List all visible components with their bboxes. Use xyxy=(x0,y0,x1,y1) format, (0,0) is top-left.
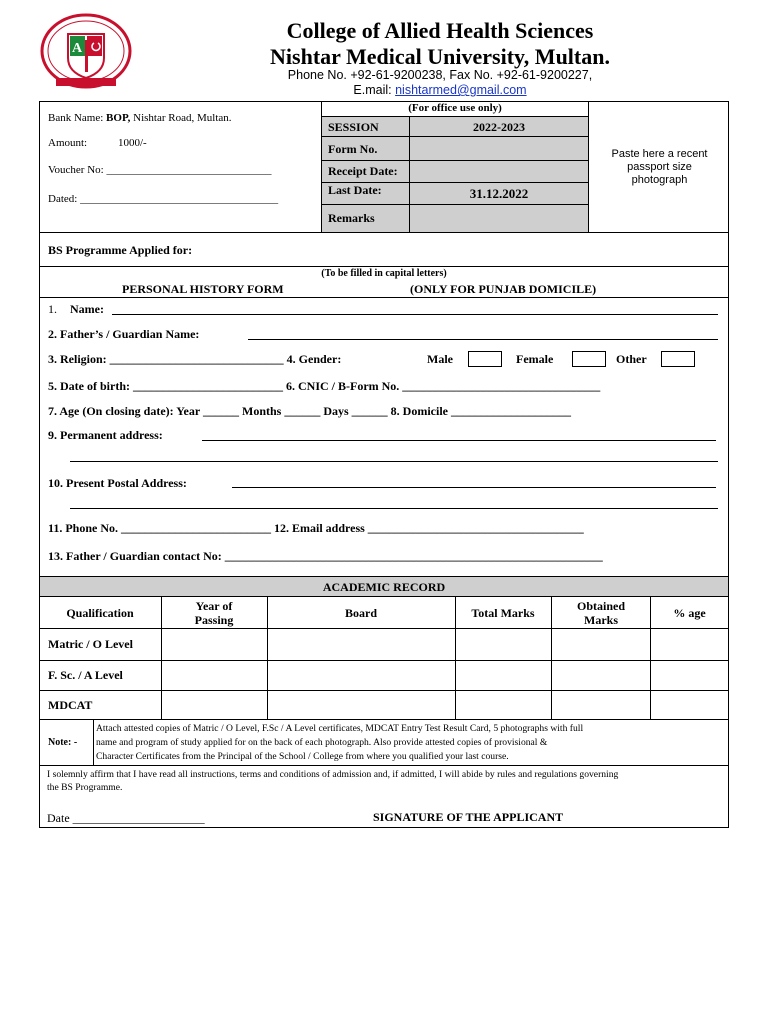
photo-line-1: Paste here a recent xyxy=(611,148,708,160)
phone-fax-line: Phone No. +92-61-9200238, Fax No. +92-61-9200227, xyxy=(287,68,593,82)
bank-branch: Nishtar Road, Multan. xyxy=(130,112,232,124)
permanent-address-line-1[interactable] xyxy=(202,440,716,441)
session-label: SESSION xyxy=(328,120,379,134)
affirmation-text xyxy=(47,768,727,794)
affirmation-line-1: I solemnly affirm that I have read all instructions, terms and conditions of admission and, if admitted, I will abide by rules and regulations governing xyxy=(47,769,619,780)
voucher-field[interactable]: Voucher No: ______________________________ xyxy=(48,164,272,176)
age-domicile-line[interactable]: 7. Age (On closing date): Year ______ Months ______ Days ______ 8. Domicile ____________________ xyxy=(48,404,571,418)
photo-line-2: passport size xyxy=(627,161,692,173)
note-label: Note: - xyxy=(48,737,78,748)
office-use-caption: (For office use only) xyxy=(408,102,502,114)
permanent-address-line-2[interactable] xyxy=(70,461,718,462)
guardian-name-label: 2. Father’s / Guardian Name: xyxy=(48,327,200,341)
receipt-date-label: Receipt Date: xyxy=(328,164,398,178)
note-text xyxy=(96,722,726,764)
punjab-domicile-note: (ONLY FOR PUNJAB DOMICILE) xyxy=(410,282,597,296)
college-title: College of Allied Health Sciences xyxy=(286,18,594,43)
header-year-of-passing: Year of Passing xyxy=(194,599,234,627)
header-total-marks: Total Marks xyxy=(471,606,535,620)
guardian-name-input-line[interactable] xyxy=(248,339,718,340)
amount-value: 1000/- xyxy=(118,137,147,149)
date-field[interactable]: Date ______________________ xyxy=(47,811,205,825)
gender-female-label: Female xyxy=(516,352,554,366)
gender-other-label: Other xyxy=(616,352,647,366)
remarks-label: Remarks xyxy=(328,211,375,225)
row-matric: Matric / O Level xyxy=(48,637,133,651)
university-logo xyxy=(38,12,134,90)
header-percentage: % age xyxy=(673,606,706,620)
dated-field[interactable]: Dated: ____________________________________ xyxy=(48,193,279,205)
row-mdcat: MDCAT xyxy=(48,698,93,712)
postal-address-line-1[interactable] xyxy=(232,487,716,488)
note-line-1: Attach attested copies of Matric / O Level, F.Sc / A Level certificates, MDCAT Entry Test Result Card, 5 photographs with full xyxy=(96,723,584,734)
guardian-contact-line[interactable]: 13. Father / Guardian contact No: _______________________________________________________________ xyxy=(48,549,603,563)
session-value: 2022-2023 xyxy=(473,120,525,134)
svg-text:A: A xyxy=(71,41,83,56)
name-label: Name: xyxy=(70,302,104,316)
religion-gender-line: 3. Religion: _____________________________ 4. Gender: xyxy=(48,352,342,366)
affirmation-line-2: the BS Programme. xyxy=(47,782,123,793)
bank-name-line xyxy=(48,112,232,124)
signature-label: SIGNATURE OF THE APPLICANT xyxy=(373,810,564,824)
dob-cnic-line[interactable]: 5. Date of birth: _________________________ 6. CNIC / B-Form No. _________________________________ xyxy=(48,379,601,393)
row-fsc: F. Sc. / A Level xyxy=(48,668,123,682)
academic-record-title: ACADEMIC RECORD xyxy=(322,580,446,594)
gender-male-checkbox[interactable] xyxy=(468,351,502,367)
personal-history-title: PERSONAL HISTORY FORM xyxy=(122,282,284,296)
name-input-line[interactable] xyxy=(112,314,718,315)
gender-female-checkbox[interactable] xyxy=(572,351,606,367)
amount-label: Amount: xyxy=(48,137,88,149)
photo-placeholder[interactable] xyxy=(590,148,729,187)
bank-name: BOP, xyxy=(106,112,131,124)
postal-address-line-2[interactable] xyxy=(70,508,718,509)
email-label: E.mail: xyxy=(353,83,396,97)
name-number: 1. xyxy=(48,302,57,316)
permanent-address-label: 9. Permanent address: xyxy=(48,428,163,442)
gender-other-checkbox[interactable] xyxy=(661,351,695,367)
header-obtained-marks: Obtained Marks xyxy=(576,599,625,627)
photo-line-3: photograph xyxy=(631,174,688,186)
capital-letters-note: (To be filled in capital letters) xyxy=(321,268,447,279)
programme-field[interactable]: BS Programme Applied for: xyxy=(48,243,193,257)
email-line xyxy=(140,83,740,97)
note-line-2: name and program of study applied for on the back of each photograph. Also provide attested copies of provisional & xyxy=(96,737,548,748)
form-no-label: Form No. xyxy=(328,142,378,156)
header-qualification: Qualification xyxy=(66,606,134,620)
university-title: Nishtar Medical University, Multan. xyxy=(270,44,610,69)
last-date-label: Last Date: xyxy=(328,183,382,197)
last-date-value: 31.12.2022 xyxy=(469,186,529,201)
note-line-3: Character Certificates from the Principal of the School / College from where you qualified your last course. xyxy=(96,751,509,762)
header-board: Board xyxy=(344,606,377,620)
gender-male-label: Male xyxy=(427,352,453,366)
phone-email-line[interactable]: 11. Phone No. _________________________ 12. Email address ____________________________________ xyxy=(48,521,584,535)
email-link[interactable]: nishtarmed@gmail.com xyxy=(395,83,527,97)
postal-address-label: 10. Present Postal Address: xyxy=(48,476,187,490)
bank-label: Bank Name: xyxy=(48,112,107,124)
